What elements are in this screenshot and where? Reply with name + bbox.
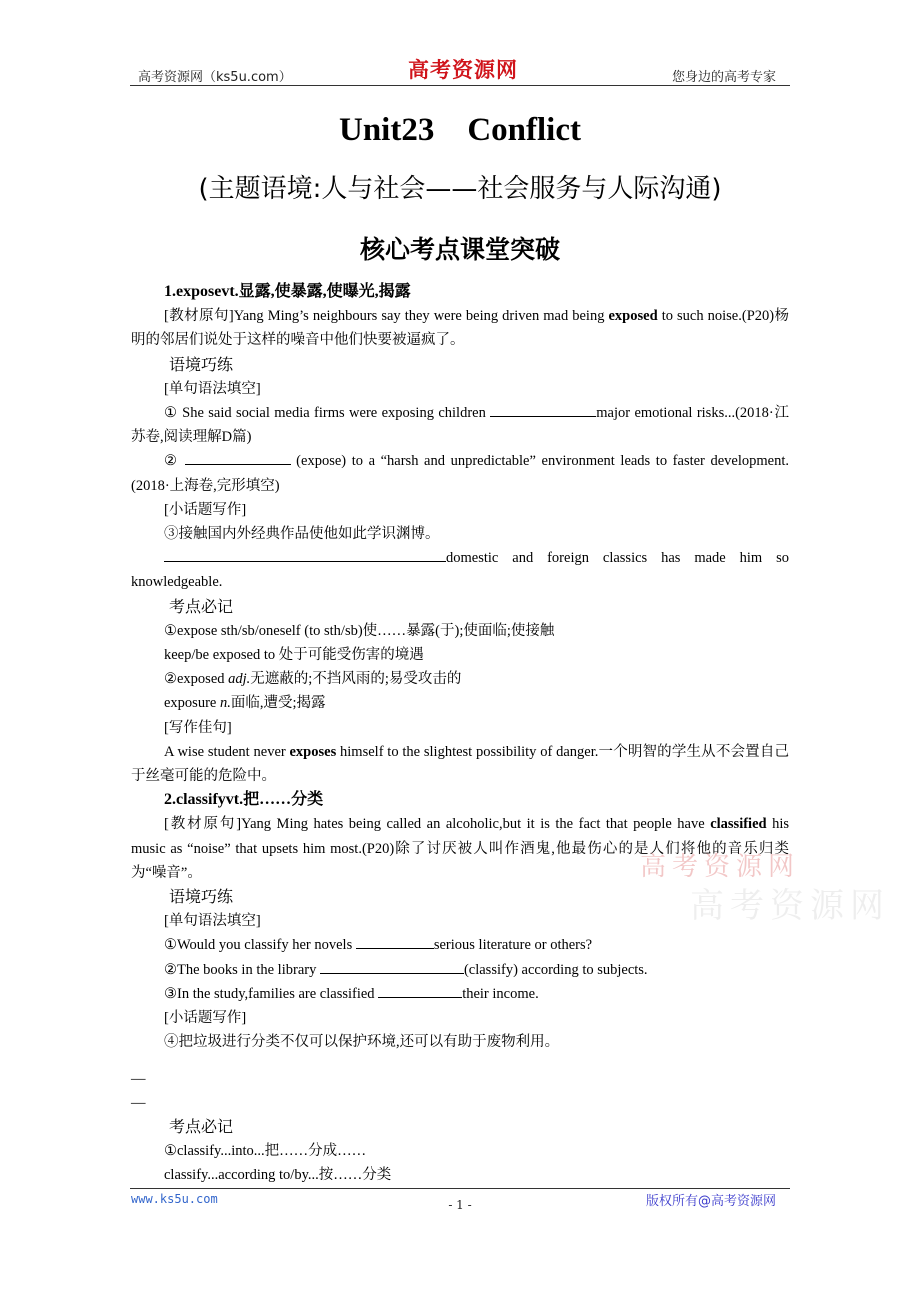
item2-memo-1: ①classify...into...把……分成…… [164,1143,367,1160]
spacer [131,1055,789,1067]
item1-fill-title: [单句语法填空] [164,380,261,397]
item1-question-2: ② (expose) to a “harsh and unpredictable” environment leads to faster development.(2018·上海卷,完形填空) [131,449,789,497]
item2-memo-title: 考点必记 [169,1116,234,1136]
answer-blank[interactable] [185,450,291,465]
item1-writing-title: [小话题写作] [164,501,247,518]
item1-memo-2: keep/be exposed to 处于可能受伤害的境遇 [164,647,424,664]
item1-good-sentence: A wise student never exposes himself to the slightest possibility of danger.一个明智的学生从不会置自己于丝毫可能的危险中。 [131,743,789,785]
item1-source: [教材原句]Yang Ming’s neighbours say they were being driven mad being exposed to such noise.(P20)杨明的邻居们说处于这样的噪音中他们快要被逼疯了。 [131,308,789,349]
item1-memo-1: ①expose sth/sb/oneself (to sth/sb)使……暴露(于);使面临;使接触 [164,622,555,639]
footer-website-link[interactable]: www.ks5u.com [131,1192,218,1206]
answer-blank[interactable] [378,983,462,998]
header-divider [130,85,790,86]
answer-blank[interactable] [490,402,596,417]
page-subtitle: (主题语境:人与社会——社会服务与人际沟通) [198,174,722,204]
answer-dash-2: — [131,1094,146,1111]
answer-blank[interactable] [320,959,464,974]
document-body [131,280,789,1188]
header-slogan: 您身边的高考专家 [672,70,777,85]
item2-question-1: ①Would you classify her novels serious literature or others? [131,933,789,957]
page-title: Unit23 Conflict [339,112,581,148]
item1-question-3: ③接触国内外经典作品使他如此学识渊博。 [164,526,440,543]
page-number: - 1 - [448,1198,472,1212]
item2-source: [教材原句]Yang Ming hates being called an alcoholic,but it is the fact that people have classified his music as “noise” that upsets him most.(P20)除了讨厌被人叫作酒鬼,他最伤心的是人们将他的音乐归类为“噪音”。 [131,816,790,881]
item1-heading: 1.exposevt.显露,使暴露,使曝光,揭露 [164,283,411,300]
footer-copyright: 版权所有@高考资源网 [646,1194,777,1209]
answer-blank[interactable] [356,934,434,949]
section-title: 核心考点课堂突破 [359,235,560,264]
item1-question-1: ① She said social media firms were exposing children major emotional risks...(2018·江苏卷,阅读理解D篇) [131,401,789,449]
item2-writing-title: [小话题写作] [164,1010,247,1027]
item1-memo-title: 考点必记 [169,596,234,616]
item2-fill-title: [单句语法填空] [164,913,261,930]
item2-question-3: ③In the study,families are classified their income. [131,982,789,1006]
item1-memo-4: exposure n.面临,遭受;揭露 [164,695,326,712]
header-site-name: 高考资源网（ks5u.com） [138,70,292,85]
item2-heading: 2.classifyvt.把……分类 [164,791,324,809]
header-logo: 高考资源网 [408,57,518,82]
item1-good-title: [写作佳句] [164,719,232,736]
item1-memo-3: ②exposed adj.无遮蔽的;不挡风雨的;易受攻击的 [164,671,462,688]
item2-memo-2: classify...according to/by...按……分类 [164,1167,392,1184]
watermark-red: 高考资源网 [640,852,801,882]
item2-question-4: ④把垃圾进行分类不仅可以保护环境,还可以有助于废物利用。 [164,1034,560,1051]
answer-dash-1: — [131,1070,146,1087]
answer-blank[interactable] [164,547,446,562]
item1-practice-title: 语境巧练 [169,354,234,374]
watermark-gray: 高考资源网 [690,886,890,926]
item2-question-2: ②The books in the library (classify) according to subjects. [131,958,789,982]
footer-divider [130,1188,790,1189]
item2-practice-title: 语境巧练 [169,887,234,907]
item1-question-3-answer: domestic and foreign classics has made him so knowledgeable. [131,546,789,594]
